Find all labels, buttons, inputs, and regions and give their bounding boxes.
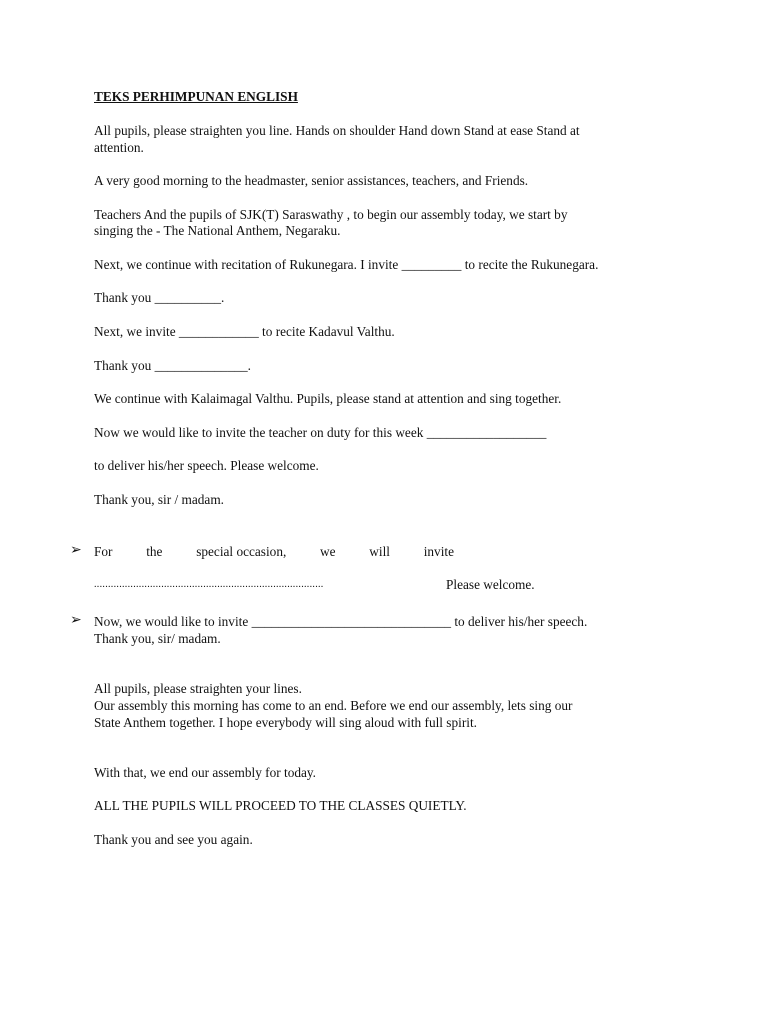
paragraph-line: Thank you ______________. — [94, 358, 251, 373]
word: we — [320, 544, 336, 559]
bullet-line-occasion — [94, 543, 454, 560]
word: invite — [423, 544, 454, 559]
bullet-arrow-icon: ➢ — [70, 543, 82, 558]
paragraph-line: With that, we end our assembly for today. — [94, 765, 317, 780]
please-welcome-text: Please welcome. — [446, 577, 535, 592]
paragraph-line: Thank you, sir/ madam. — [94, 631, 221, 646]
paragraph-line: State Anthem together. I hope everybody will sing aloud with full spirit. — [94, 715, 477, 730]
dotted-blank: .................................................................................. — [94, 579, 324, 590]
document-title: TEKS PERHIMPUNAN ENGLISH — [94, 89, 298, 104]
paragraph-line: Teachers And the pupils of SJK(T) Saraswathy , to begin our assembly today, we start by — [94, 207, 568, 222]
paragraph-line: ALL THE PUPILS WILL PROCEED TO THE CLASSES QUIETLY. — [94, 798, 467, 813]
paragraph-line: Our assembly this morning has come to an end. Before we end our assembly, lets sing our — [94, 698, 573, 713]
word: will — [369, 544, 390, 559]
paragraph-line: singing the - The National Anthem, Negaraku. — [94, 223, 341, 238]
paragraph-line: Next, we invite ____________ to recite Kadavul Valthu. — [94, 324, 395, 339]
word: the — [146, 544, 163, 559]
paragraph-line: Thank you __________. — [94, 290, 225, 305]
paragraph-line: A very good morning to the headmaster, senior assistances, teachers, and Friends. — [94, 173, 529, 188]
paragraph-line: Thank you and see you again. — [94, 832, 253, 847]
paragraph-line: to deliver his/her speech. Please welcome. — [94, 458, 319, 473]
word: For — [94, 544, 113, 559]
bullet-arrow-icon: ➢ — [70, 613, 82, 628]
paragraph-line: We continue with Kalaimagal Valthu. Pupils, please stand at attention and sing together. — [94, 391, 562, 406]
paragraph-line: All pupils, please straighten you line. Hands on shoulder Hand down Stand at ease Stand at — [94, 123, 580, 138]
paragraph-line: Now, we would like to invite ______________________________ to deliver his/her speech. — [94, 614, 588, 629]
word: special occasion, — [196, 544, 287, 559]
paragraph-line: Now we would like to invite the teacher on duty for this week __________________ — [94, 425, 547, 440]
paragraph-line: All pupils, please straighten your lines. — [94, 681, 302, 696]
paragraph-line: Thank you, sir / madam. — [94, 492, 224, 507]
paragraph-line: Next, we continue with recitation of Rukunegara. I invite _________ to recite the Rukunegara. — [94, 257, 599, 272]
paragraph-line: attention. — [94, 140, 144, 155]
